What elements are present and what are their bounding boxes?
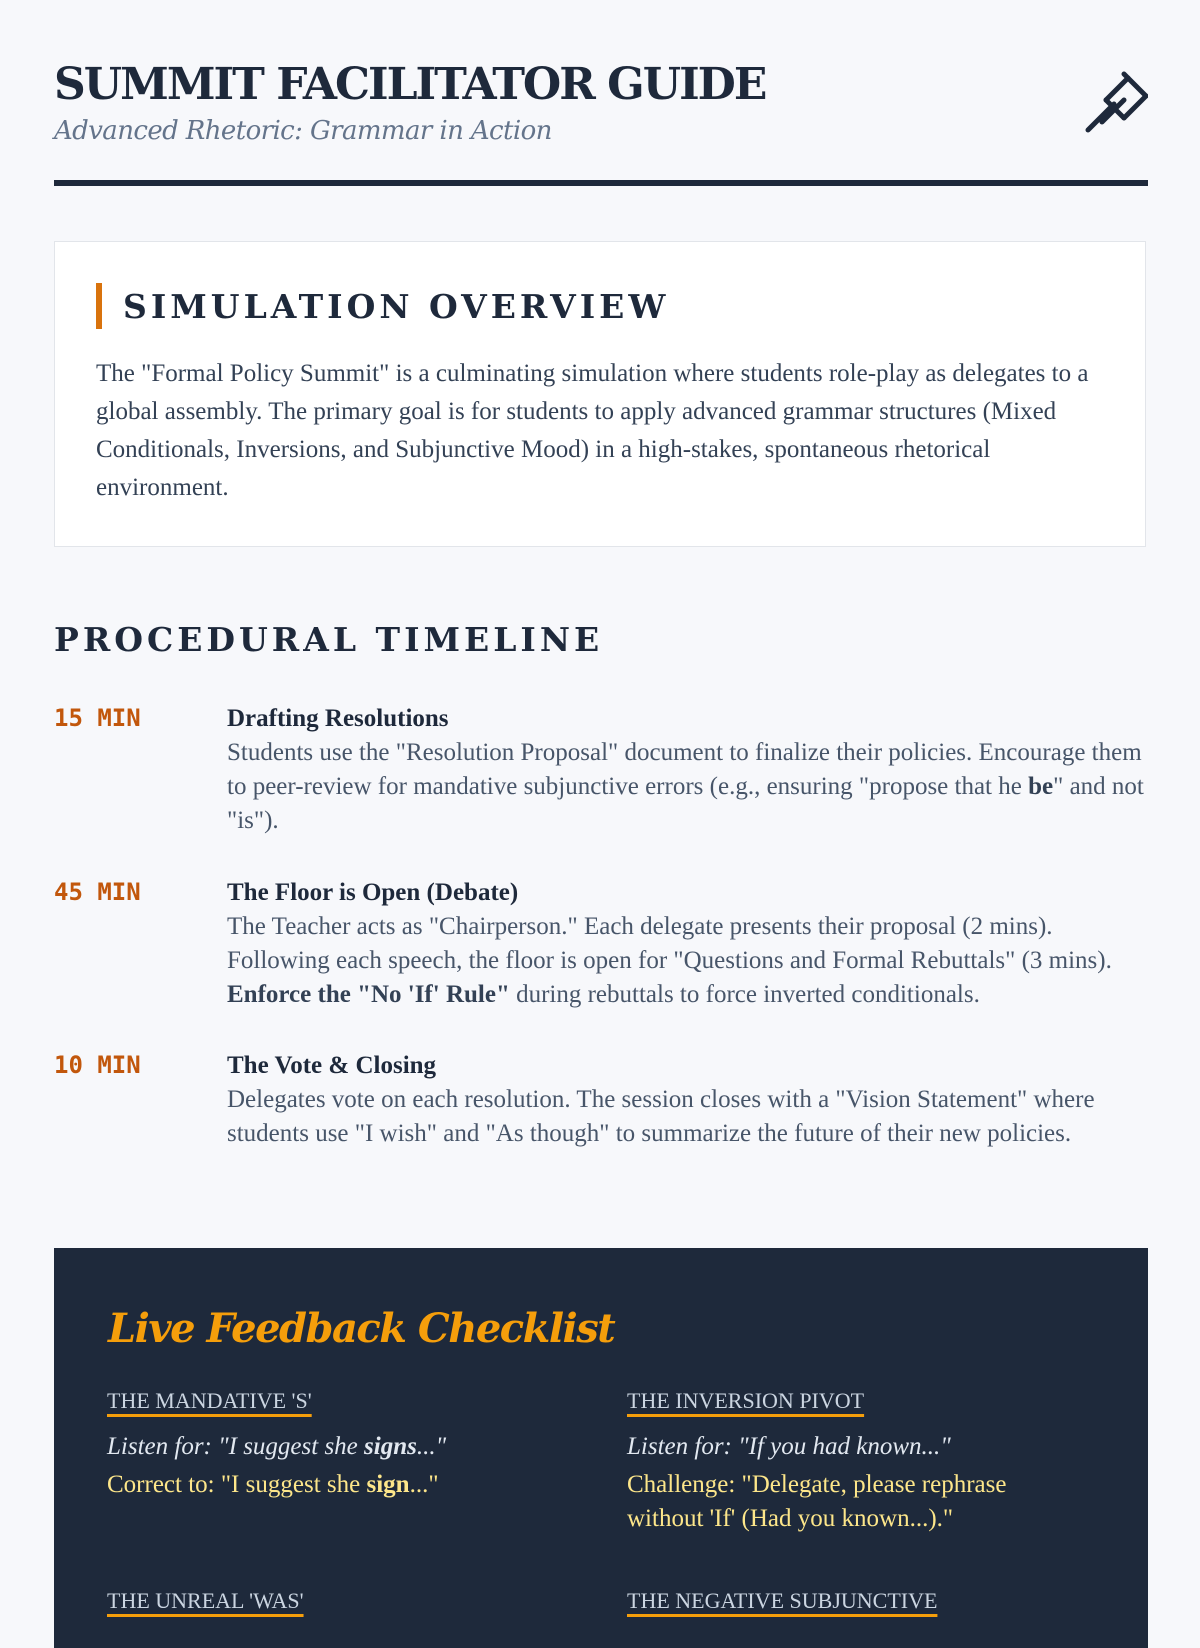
listen-text: Listen for: "I suggest she bbox=[107, 1433, 365, 1460]
timeline-description bbox=[227, 1083, 1148, 1151]
timeline-heading: The Floor is Open (Debate) bbox=[227, 879, 519, 906]
page-subtitle: Advanced Rhetoric: Grammar in Action bbox=[54, 116, 552, 146]
desc-emphasis: be bbox=[1028, 773, 1054, 800]
timeline-duration: 15 MIN bbox=[54, 704, 141, 732]
listen-for-text bbox=[627, 1430, 1077, 1464]
checklist-item-label: THE INVERSION PIVOT bbox=[627, 1388, 865, 1413]
overview-title: SIMULATION OVERVIEW bbox=[123, 287, 670, 326]
desc-text: Students use the "Resolution Proposal" document to finalize their policies. Encourage them to peer-review for mandative subjunctive errors (e.g., ensuring "propose that he bbox=[227, 739, 1142, 800]
desc-text: during rebuttals to force inverted conditionals. bbox=[509, 981, 980, 1008]
page-title: SUMMIT FACILITATOR GUIDE bbox=[54, 59, 766, 110]
timeline-body bbox=[227, 702, 1148, 838]
correct-to-text bbox=[627, 1468, 1077, 1536]
correct-text: Correct to: "I suggest she bbox=[107, 1471, 367, 1498]
correct-to-text bbox=[107, 1468, 557, 1502]
checklist-title: Live Feedback Checklist bbox=[108, 1305, 615, 1352]
desc-text: The Teacher acts as "Chairperson." Each delegate presents their proposal (2 mins). Following each speech, the floor is open for "Questions and Formal Rebuttals" (3 mins). bbox=[227, 913, 1112, 974]
timeline-duration: 10 MIN bbox=[54, 1051, 141, 1079]
gavel-icon bbox=[1084, 70, 1148, 136]
desc-text: Delegates vote on each resolution. The session closes with a "Vision Statement" where students use "I wish" and "As though" to summarize the future of their new policies. bbox=[227, 1086, 1095, 1147]
timeline-heading: The Vote & Closing bbox=[227, 1052, 437, 1079]
checklist-item-label: THE MANDATIVE 'S' bbox=[107, 1388, 312, 1413]
correct-text: Challenge: "Delegate, please rephrase without 'If' (Had you known...)." bbox=[627, 1471, 1007, 1532]
listen-text: Listen for: "If you had known..." bbox=[627, 1433, 951, 1460]
desc-text: " and not "is"). bbox=[227, 773, 1144, 834]
correct-emphasis: sign bbox=[366, 1471, 410, 1498]
listen-emphasis: signs bbox=[364, 1433, 417, 1460]
simulation-overview-card bbox=[54, 241, 1146, 547]
timeline-heading: Drafting Resolutions bbox=[227, 705, 449, 732]
timeline-title: PROCEDURAL TIMELINE bbox=[54, 620, 604, 659]
listen-for-text bbox=[107, 1430, 557, 1464]
overview-text: The "Formal Policy Summit" is a culminating simulation where students role-play as delegates to a global assembly. The primary goal is for students to apply advanced grammar structures (Mixed Conditionals, Inversions, and Subjunctive Mood) in a high-stakes, spontaneous rhetorical environment. bbox=[96, 360, 1089, 501]
checklist-item bbox=[627, 1386, 1077, 1536]
checklist-item bbox=[107, 1586, 557, 1616]
timeline-description bbox=[227, 736, 1148, 838]
listen-text: ..." bbox=[416, 1433, 447, 1460]
checklist-item bbox=[107, 1386, 557, 1502]
timeline-body bbox=[227, 1049, 1148, 1151]
correct-text: ..." bbox=[409, 1471, 439, 1498]
desc-emphasis: Enforce the "No 'If' Rule" bbox=[227, 981, 510, 1008]
checklist-item-label: THE NEGATIVE SUBJUNCTIVE bbox=[627, 1588, 938, 1613]
header-rule bbox=[54, 180, 1148, 186]
checklist-item-label: THE UNREAL 'WAS' bbox=[107, 1588, 304, 1613]
page-header bbox=[54, 56, 1148, 186]
overview-accent-bar bbox=[96, 283, 102, 329]
live-feedback-checklist bbox=[54, 1248, 1148, 1648]
checklist-item bbox=[627, 1586, 1077, 1616]
timeline-duration: 45 MIN bbox=[54, 878, 141, 906]
timeline-description bbox=[227, 910, 1148, 1012]
timeline-body bbox=[227, 876, 1148, 1012]
